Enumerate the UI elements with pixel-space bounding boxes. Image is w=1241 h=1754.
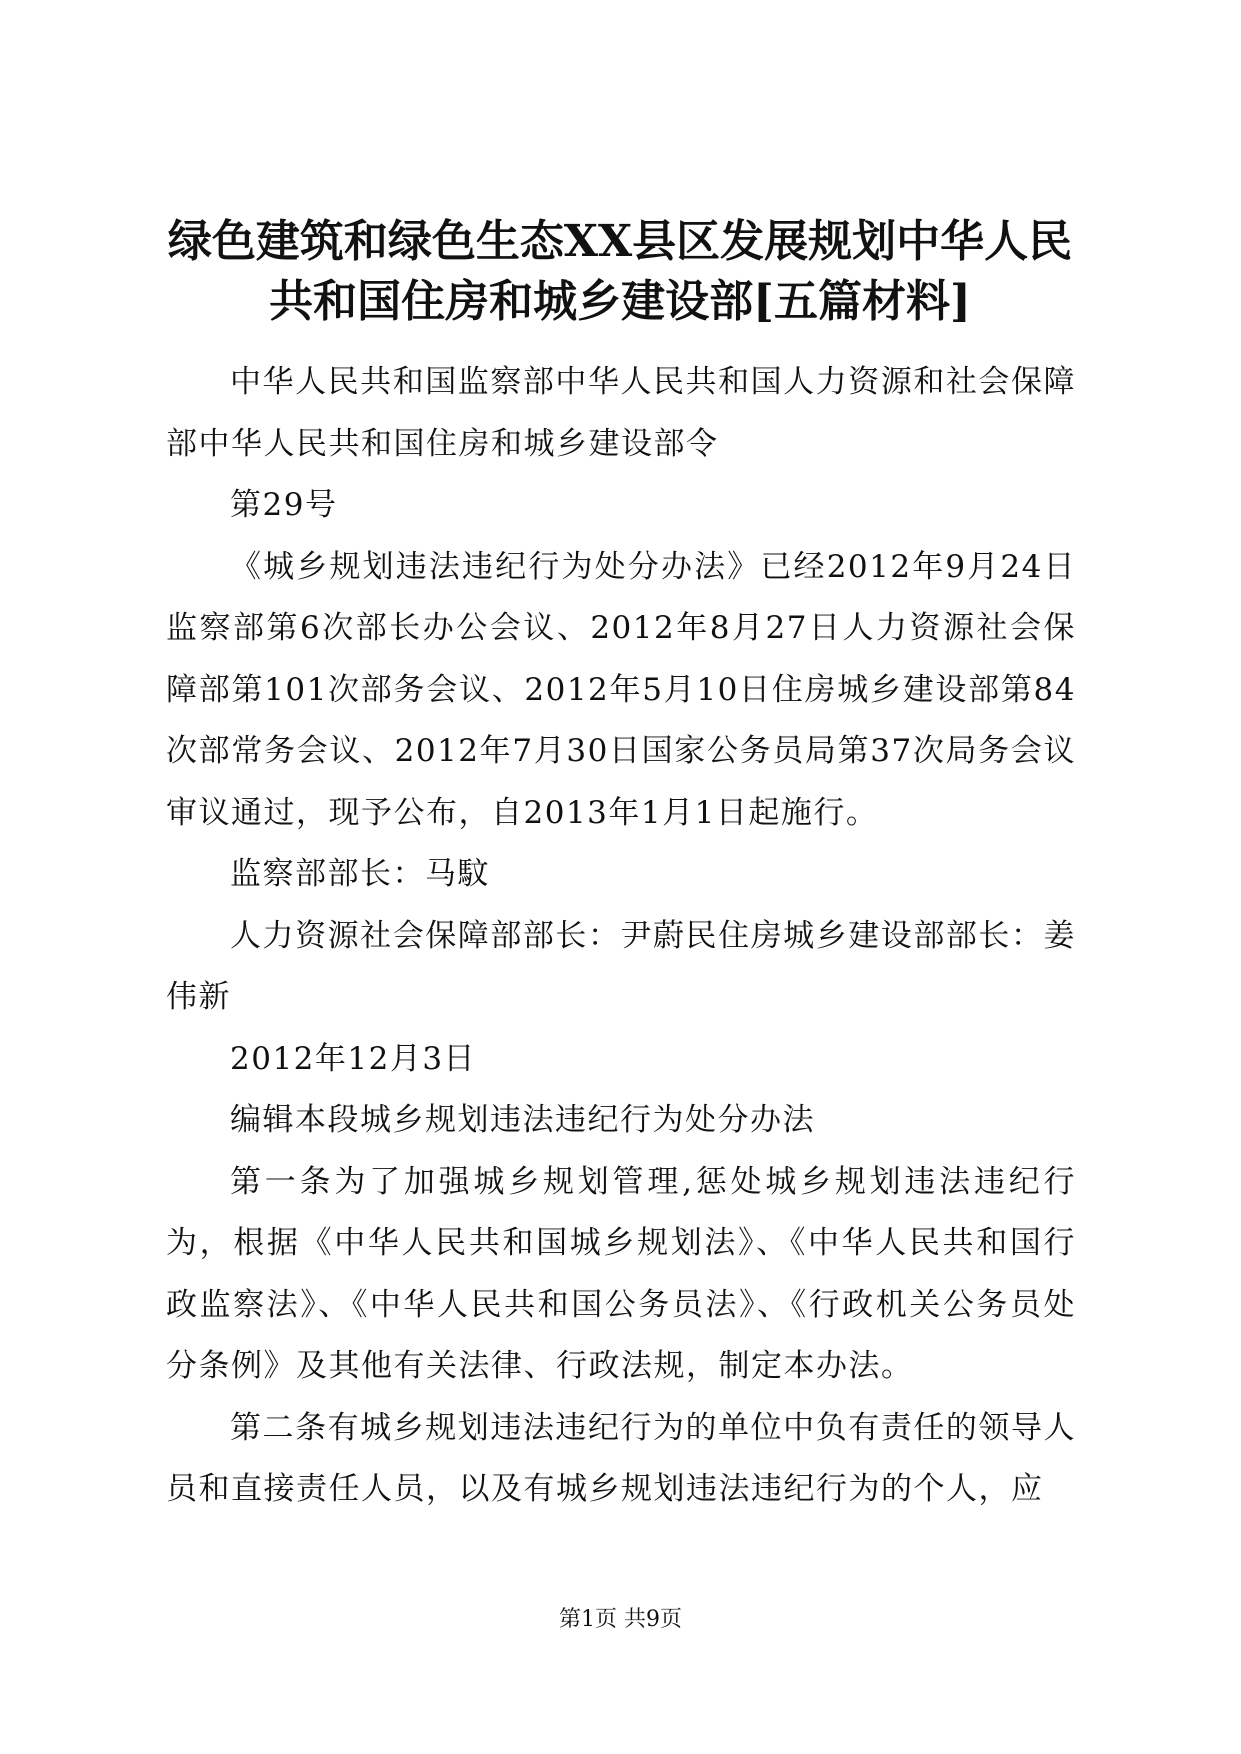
paragraph-signatory-supervision: 监察部部长：马馼 [230, 856, 490, 892]
paragraph-signatory-ministers: 人力资源社会保障部部长：尹蔚民住房城乡建设部部长：姜伟新 [166, 917, 1076, 1015]
document-title: 绿色建筑和绿色生态XX县区发展规划中华人民共和国住房和城乡建设部[五篇材料] [167, 216, 1073, 327]
page-footer: 第1页 共9页 [559, 1607, 682, 1632]
paragraph-date: 2012年12月3日 [230, 1040, 477, 1077]
paragraph-approval-statement: 《城乡规划违法违纪行为处分办法》已经2012年9月24日监察部第6次部长办公会议、2012年8月27日人力资源社会保障部第101次部务会议、2012年5月10日住房城乡建设部第84次部常务会议、2012年7月30日国家公务员局第37次局务会议审议通过，现予公布，自2013年1月1日起施行。 [166, 548, 1076, 831]
document-body [166, 352, 1076, 1521]
paragraph-issuing-authorities: 中华人民共和国监察部中华人民共和国人力资源和社会保障部中华人民共和国住房和城乡建设部令 [166, 364, 1076, 462]
paragraph-article-1: 第一条为了加强城乡规划管理,惩处城乡规划违法违纪行为，根据《中华人民共和国城乡规划法》、《中华人民共和国行政监察法》、《中华人民共和国公务员法》、《行政机关公务员处分条例》及其他有关法律、行政法规，制定本办法。 [166, 1163, 1076, 1384]
paragraph-section-heading: 编辑本段城乡规划违法违纪行为处分办法 [230, 1102, 815, 1138]
paragraph-article-2: 第二条有城乡规划违法违纪行为的单位中负有责任的领导人员和直接责任人员，以及有城乡规划违法违纪行为的个人，应 [166, 1409, 1076, 1507]
paragraph-order-number: 第29号 [230, 487, 338, 523]
